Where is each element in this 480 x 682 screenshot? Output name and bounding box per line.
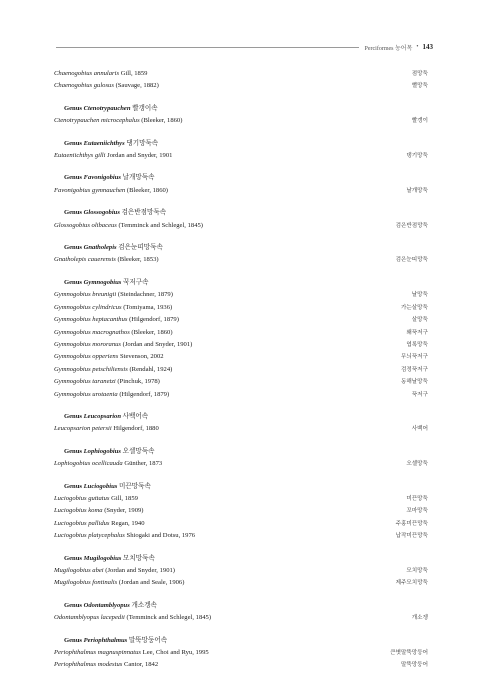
species-row	[54, 518, 428, 530]
scientific-name: Gymnogobius urotaenia	[54, 390, 118, 398]
species-name	[54, 339, 192, 351]
genus-label: Genus	[64, 447, 82, 455]
genus-block	[54, 68, 428, 93]
species-author: (Temminck and Schlegel, 1845)	[118, 221, 203, 229]
korean-name: 뻘망둑	[411, 83, 428, 90]
genus-name: Mugilogobius	[83, 554, 122, 562]
genus-heading	[54, 172, 428, 184]
species-author: (Pinchuk, 1978)	[117, 378, 160, 386]
genus-korean-name: 빨갱이속	[132, 104, 158, 112]
species-name	[54, 493, 138, 505]
scientific-name: Mugilogobius abei	[54, 567, 104, 574]
genus-name: Odontamblyopus	[83, 601, 130, 609]
species-author: (Steindachner, 1879)	[117, 291, 173, 299]
species-name	[54, 314, 179, 326]
scientific-name: Odontamblyopus lacepedii	[54, 614, 125, 622]
species-author: Shiogaki and Dotsu, 1976	[126, 532, 196, 540]
species-row	[54, 220, 428, 232]
genus-label: Genus	[64, 636, 82, 644]
species-name	[54, 647, 209, 659]
scientific-name: Periophthalmus modestus	[54, 661, 123, 669]
species-author: (Bleeker, 1860)	[126, 186, 169, 194]
genus-name: Gymnogobius	[83, 278, 122, 286]
genus-heading	[54, 553, 428, 565]
scientific-name: Luciogobius pallidus	[54, 519, 110, 527]
species-author: (Hilgendorf, 1879)	[119, 390, 170, 398]
scientific-name: Luciogobius koma	[54, 507, 103, 515]
species-name	[54, 364, 172, 376]
running-header	[56, 40, 433, 54]
species-name	[54, 612, 211, 624]
species-row	[54, 68, 428, 80]
scientific-name: Gymnogobius breunigii	[54, 291, 117, 299]
species-row	[54, 314, 428, 326]
genus-label: Genus	[64, 174, 82, 182]
species-name	[54, 577, 184, 589]
scientific-name: Favonigobius gymnauchen	[54, 186, 126, 194]
species-name	[54, 115, 182, 127]
species-name	[54, 518, 145, 530]
korean-name: 날개망둑	[406, 187, 428, 194]
species-row	[54, 493, 428, 505]
species-row	[54, 115, 428, 127]
species-author: (Hilgendorf, 1879)	[129, 316, 179, 324]
genus-block	[54, 411, 428, 436]
genus-name: Lophiogobius	[83, 447, 121, 455]
species-author: (Snyder, 1909)	[104, 507, 144, 515]
genus-name: Gnatholepis	[83, 244, 117, 252]
species-row	[54, 376, 428, 388]
species-name	[54, 150, 172, 162]
genus-korean-name: 개소겡속	[131, 601, 157, 609]
genus-block	[54, 138, 428, 163]
species-name	[54, 351, 164, 363]
species-author: (Bleeker, 1860)	[141, 117, 183, 125]
genus-korean-name: 검은반점망둑속	[121, 209, 167, 217]
species-row	[54, 647, 428, 659]
species-author: Jordan and Snyder, 1901	[107, 152, 173, 160]
species-row	[54, 185, 428, 197]
korean-name: 댕기망둑	[406, 153, 428, 160]
korean-name: 사백어	[411, 426, 428, 433]
species-row	[54, 423, 428, 435]
species-author: Regan, 1940	[111, 519, 145, 527]
korean-name: 왜꾹저구	[406, 329, 428, 336]
species-author: (Bleeker, 1860)	[131, 328, 173, 336]
genus-label: Genus	[64, 482, 82, 490]
genus-heading	[54, 207, 428, 219]
species-name	[54, 530, 195, 542]
species-author: (Temminck and Schlegel, 1845)	[126, 614, 212, 622]
genus-name: Periophthalmus	[83, 636, 128, 644]
page-number: 143	[422, 43, 433, 51]
species-name	[54, 423, 159, 435]
genus-block	[54, 635, 428, 672]
genus-name: Eutaeniichthys	[83, 139, 125, 147]
genus-korean-name: 날개망둑속	[122, 174, 155, 182]
scientific-name: Gymnogobius mororanus	[54, 340, 121, 348]
korean-name: 꾹저구	[411, 391, 428, 398]
korean-name: 말뚝망둥어	[400, 662, 428, 669]
scientific-name: Gymnogobius cylindricus	[54, 303, 122, 311]
species-name	[54, 389, 169, 401]
species-row	[54, 289, 428, 301]
scientific-name: Glossogobius olibaceus	[54, 221, 117, 229]
species-name	[54, 80, 159, 92]
korean-name: 무늬꾹저구	[400, 354, 428, 361]
genus-heading	[54, 103, 428, 115]
scientific-name: Luciogobius guttatus	[54, 494, 110, 502]
korean-name: 모치망둑	[406, 568, 428, 574]
species-author: Hilgendorf, 1880	[113, 425, 159, 433]
genus-korean-name: 오셀망둑속	[122, 447, 155, 455]
species-name	[54, 68, 147, 80]
header-rule	[56, 47, 359, 48]
running-title: Perciformes 농어목	[364, 45, 413, 52]
species-row	[54, 565, 428, 577]
species-name	[54, 458, 162, 470]
korean-name: 주홍미끈망둑	[395, 520, 428, 527]
genus-label: Genus	[64, 601, 82, 609]
scientific-name: Luciogobius platycephalus	[54, 532, 125, 540]
species-row	[54, 80, 428, 92]
species-name	[54, 659, 158, 671]
header-bullet: •	[416, 44, 419, 50]
species-author: (Jordan and Snyder, 1901)	[122, 340, 193, 348]
genus-heading	[54, 138, 428, 150]
genus-block	[54, 103, 428, 128]
genus-heading	[54, 446, 428, 458]
korean-name: 엽록망둑	[406, 341, 428, 348]
korean-name: 꼬마망둑	[406, 508, 428, 515]
genus-name: Luciogobius	[83, 482, 118, 490]
species-name	[54, 565, 175, 577]
korean-name: 동해날망둑	[400, 379, 428, 386]
species-row	[54, 530, 428, 542]
scientific-name: Gymnogobius opperiens	[54, 353, 119, 361]
genus-block	[54, 242, 428, 267]
species-name	[54, 254, 159, 266]
genus-block	[54, 207, 428, 232]
species-row	[54, 505, 428, 517]
korean-name: 납작미끈망둑	[395, 533, 428, 540]
genus-korean-name: 꾹저구속	[123, 278, 149, 286]
korean-name: 살망둑	[411, 317, 428, 324]
genus-korean-name: 모치망둑속	[123, 554, 155, 562]
species-author: (Sauvage, 1882)	[115, 82, 159, 90]
species-author: (Jordan and Seale, 1906)	[118, 579, 185, 587]
genus-label: Genus	[64, 412, 82, 420]
genus-korean-name: 검은눈띠망둑속	[118, 244, 163, 252]
genus-block	[54, 277, 428, 401]
species-row	[54, 612, 428, 624]
genus-korean-name: 댕기망둑속	[126, 139, 159, 147]
species-row	[54, 150, 428, 162]
species-row	[54, 339, 428, 351]
genus-block	[54, 553, 428, 590]
scientific-name: Chaenogobius annularis	[54, 70, 120, 77]
genus-label: Genus	[64, 209, 82, 217]
korean-name: 검정꾹저구	[400, 366, 428, 373]
scientific-name: Gymnogobius macrognathos	[54, 328, 130, 336]
species-row	[54, 327, 428, 339]
species-name	[54, 302, 172, 314]
genus-label: Genus	[64, 139, 82, 147]
species-author: Cantor, 1842	[123, 661, 159, 669]
species-name	[54, 505, 144, 517]
species-author: (Jordan and Snyder, 1901)	[105, 567, 175, 574]
korean-name: 가는살망둑	[400, 304, 428, 311]
korean-name: 점망둑	[411, 71, 428, 77]
genus-heading	[54, 635, 428, 647]
species-author: (Tomiyama, 1936)	[123, 303, 173, 311]
genus-block	[54, 446, 428, 471]
species-author: (Rendahl, 1924)	[129, 365, 173, 373]
genus-heading	[54, 600, 428, 612]
scientific-name: Gymnogobius heptacanthus	[54, 316, 128, 324]
scientific-name: Eutaeniichthys gilli	[54, 152, 106, 160]
korean-name: 검은눈띠망둑	[395, 257, 428, 264]
genus-heading	[54, 277, 428, 289]
species-row	[54, 659, 428, 671]
korean-name: 검은반점망둑	[395, 222, 428, 229]
species-author: Gill, 1859	[120, 70, 148, 77]
species-author: Günther, 1873	[124, 460, 163, 468]
korean-name: 오셀망둑	[406, 461, 428, 468]
genus-name: Favonigobius	[83, 174, 121, 182]
scientific-name: Ctenotrypauchen microcephalus	[54, 117, 140, 125]
species-author: Lee, Choi and Ryu, 1995	[142, 649, 209, 657]
species-name	[54, 289, 173, 301]
species-row	[54, 458, 428, 470]
species-name	[54, 220, 203, 232]
korean-name: 미끈망둑	[406, 495, 428, 502]
korean-name: 제주모치망둑	[395, 580, 428, 587]
korean-name: 큰볏말뚝망둥어	[390, 650, 428, 657]
species-row	[54, 254, 428, 266]
scientific-name: Mugilogobius fontinalis	[54, 579, 118, 587]
genus-name: Glossogobius	[83, 209, 120, 217]
korean-name: 날망둑	[411, 292, 428, 299]
species-name	[54, 376, 160, 388]
species-name	[54, 327, 173, 339]
species-row	[54, 302, 428, 314]
species-author: Stevenson, 2002	[119, 353, 164, 361]
genus-korean-name: 말뚝망둥어속	[128, 636, 168, 644]
genus-korean-name: 미끈망둑속	[119, 482, 151, 490]
species-name	[54, 185, 168, 197]
genus-heading	[54, 411, 428, 423]
genus-name: Leucopsarion	[83, 412, 121, 420]
genus-label: Genus	[64, 554, 82, 562]
genus-heading	[54, 481, 428, 493]
species-row	[54, 577, 428, 589]
genus-label: Genus	[64, 104, 82, 112]
species-row	[54, 351, 428, 363]
korean-name: 빨갱이	[411, 118, 428, 125]
genus-korean-name: 사백어속	[122, 412, 149, 420]
species-row	[54, 364, 428, 376]
genus-block	[54, 600, 428, 625]
scientific-name: Lophiogobius ocellicauda	[54, 460, 123, 468]
genus-heading	[54, 242, 428, 254]
genus-name: Ctenotrypauchen	[83, 104, 131, 112]
scientific-name: Periophthalmus magnuspinnatus	[54, 649, 142, 657]
scientific-name: Gnatholepis cauerensis	[54, 256, 116, 264]
genus-label: Genus	[64, 244, 82, 252]
scientific-name: Gymnogobius taranetzi	[54, 378, 116, 386]
scientific-name: Leucopsarion petersii	[54, 425, 112, 433]
korean-name: 개소겡	[411, 615, 428, 622]
scientific-name: Chaenogobius gulosus	[54, 82, 114, 90]
species-author: Gill, 1859	[111, 494, 138, 502]
genus-block	[54, 172, 428, 197]
scientific-name: Gymnogobius petschiliensis	[54, 365, 128, 373]
genus-label: Genus	[64, 278, 82, 286]
genus-block	[54, 481, 428, 543]
species-list	[54, 68, 428, 682]
species-row	[54, 389, 428, 401]
species-author: (Bleeker, 1853)	[117, 256, 159, 264]
